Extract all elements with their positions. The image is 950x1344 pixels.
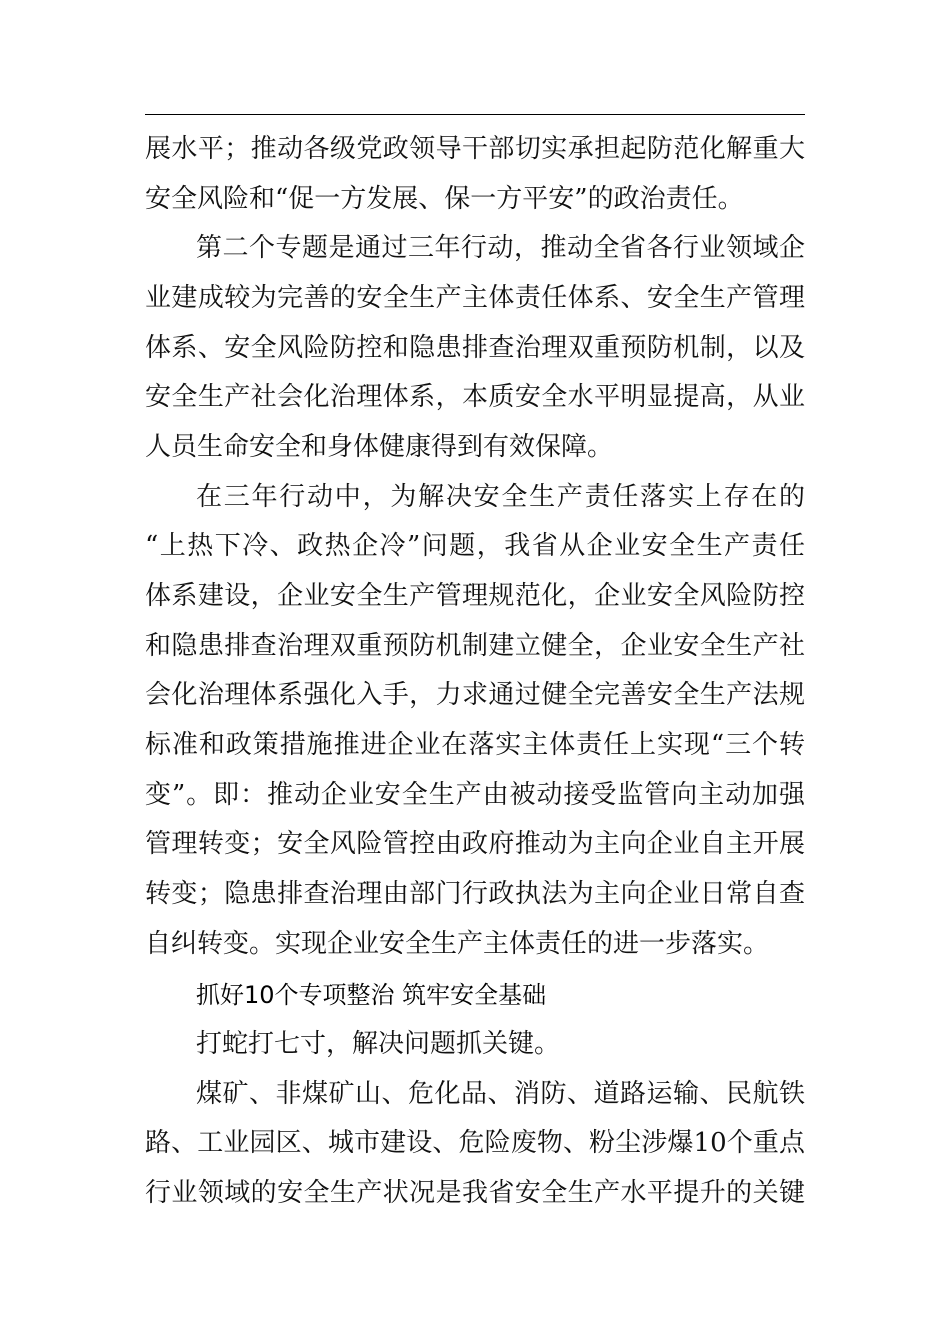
body-line: 和隐患排查治理双重预防机制建立健全，企业安全生产社 (145, 631, 805, 661)
body-line: 安全生产社会化治理体系，本质安全水平明显提高，从业 (145, 382, 805, 412)
body-line: 自纠转变。实现企业安全生产主体责任的进一步落实。 (145, 929, 770, 959)
body-line: 煤矿、非煤矿山、危化品、消防、道路运输、民航铁 (196, 1079, 805, 1109)
body-line: 人员生命安全和身体健康得到有效保障。 (145, 432, 614, 462)
body-line: 体系建设，企业安全生产管理规范化，企业安全风险防控 (145, 581, 805, 611)
body-line: 第二个专题是通过三年行动，推动全省各行业领域企 (196, 233, 805, 263)
body-line: 体系、安全风险防控和隐患排查治理双重预防机制，以及 (145, 333, 805, 363)
section-heading: 抓好10个专项整治 筑牢安全基础 (196, 981, 547, 1009)
header-rule (145, 114, 805, 115)
body-line: 展水平；推动各级党政领导干部切实承担起防范化解重大 (145, 134, 805, 164)
body-line: 路、工业园区、城市建设、危险废物、粉尘涉爆10个重点 (145, 1128, 805, 1158)
body-line: 标准和政策措施推进企业在落实主体责任上实现“三个转 (145, 730, 805, 760)
body-line: 管理转变；安全风险管控由政府推动为主向企业自主开展 (145, 829, 805, 859)
body-line: 行业领域的安全生产状况是我省安全生产水平提升的关键 (145, 1178, 805, 1208)
body-line: 变”。即：推动企业安全生产由被动接受监管向主动加强 (145, 780, 805, 810)
body-line: 业建成较为完善的安全生产主体责任体系、安全生产管理 (145, 283, 805, 313)
body-line: 转变；隐患排查治理由部门行政执法为主向企业日常自查 (145, 879, 805, 909)
body-line: 打蛇打七寸，解决问题抓关键。 (196, 1029, 561, 1059)
body-line: 会化治理体系强化入手，力求通过健全完善安全生产法规 (145, 680, 805, 710)
body-line: “上热下冷、政热企冷”问题，我省从企业安全生产责任 (145, 531, 805, 561)
body-line: 安全风险和“促一方发展、保一方平安”的政治责任。 (145, 184, 744, 214)
body-line: 在三年行动中，为解决安全生产责任落实上存在的 (196, 482, 805, 512)
